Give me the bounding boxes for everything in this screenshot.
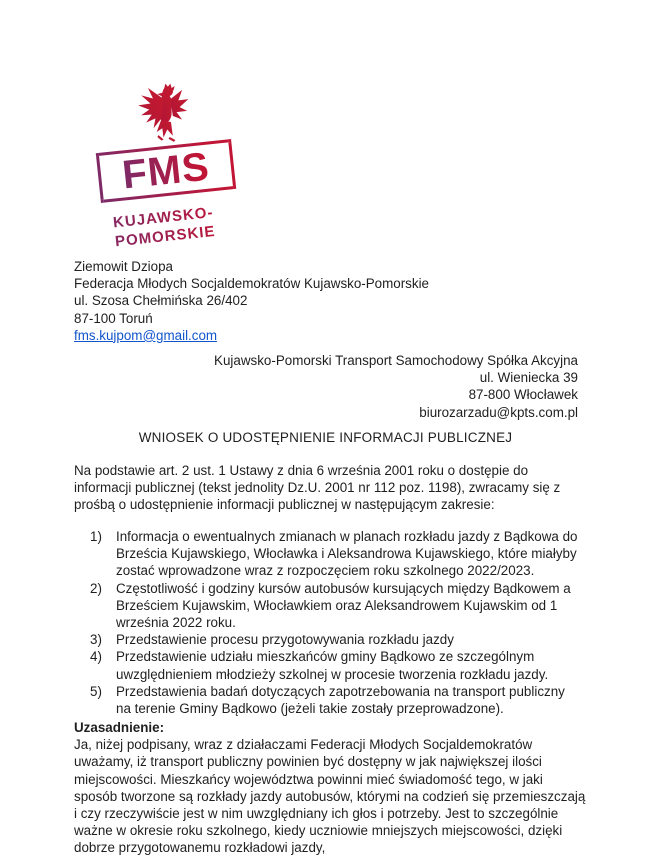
sender-block: [74, 258, 429, 344]
logo-region-line2: POMORSKIE: [114, 222, 217, 251]
heraldic-eagle-icon: [135, 82, 197, 146]
document-title: WNIOSEK O UDOSTĘPNIENIE INFORMACJI PUBLICZNEJ: [138, 430, 513, 445]
list-item-text: Częstotliwość i godziny kursów autobusów kursujących między Bądkowem a Brześciem Kujawskim, Włocławkiem oraz Aleksandrowem Kujawskim od 1 września 2022 roku.: [116, 580, 571, 631]
sender-organization: Federacja Młodych Socjaldemokratów Kujawsko-Pomorskie: [74, 276, 429, 292]
list-item-text: Przedstawienia badań dotyczących zapotrzebowania na transport publiczny na terenie Gminy Bądkowo (jeżeli takie zostały przeprowadzone).: [116, 683, 565, 717]
list-item-text: Informacja o ewentualnych zmianach w planach rozkładu jazdy z Bądkowa do Brześcia Kujawskiego, Włocławka i Aleksandrowa Kujawskiego, które miałyby zostać wprowadzone wraz z rozpoczęciem roku szkolnego 2022/2023.: [116, 529, 578, 579]
list-item-text: Przedstawienie udziału mieszkańców gminy Bądkowo ze szczególnym uwzględnieniem młodzieży szkolnej w procesie tworzenia rozkładu jazdy.: [116, 649, 549, 682]
list-item-number: 2): [90, 580, 102, 596]
list-item: [74, 648, 583, 682]
list-item: [74, 683, 583, 717]
list-item-number: 5): [90, 683, 102, 699]
fms-logo-text: FMS: [120, 144, 212, 198]
recipient-email: biurozarzadu@kpts.com.pl: [419, 404, 578, 420]
recipient-street: ul. Wieniecka 39: [479, 370, 578, 386]
list-item-number: 1): [90, 529, 102, 544]
list-item-number: 3): [90, 632, 102, 648]
justification-section: [74, 719, 588, 857]
sender-city: 87-100 Toruń: [74, 310, 153, 326]
intro-paragraph: Na podstawie art. 2 ust. 1 Ustawy z dnia 6 września 2001 roku o dostępie do informacji publicznej (tekst jednolity Dz.U. 2001 nr 112 poz. 1198), zwracamy się z prośbą o udostępnienie informacji publicznej w następującym zakresie:: [74, 463, 561, 513]
list-item-number: 4): [90, 649, 102, 665]
recipient-company: Kujawsko-Pomorski Transport Samochodowy Spółka Akcyjna: [214, 353, 578, 368]
sender-name: Ziemowit Dziopa: [74, 259, 173, 274]
justification-paragraph: Ja, niżej podpisany, wraz z działaczami Federacji Młodych Socjaldemokratów uważamy, iż transport publiczny powinien być dostępny w jak największej ilości miejscowości. Mieszkańcy województwa powinni mieć świadomość tego, w jaki sposób tworzone są rozkłady jazdy autobusów, którymi na codzień się przemieszczają i czy rzeczywiście jest w nim uwzględniany ich głos i potrzeby. Jest to szczególnie ważne w okresie roku szkolnego, kiedy uczniowie mniejszych miejscowości, dzięki dobrze przygotowanemu rozkładowi jazdy,: [74, 737, 586, 856]
fms-logo-frame: [96, 139, 236, 203]
list-item: [74, 528, 583, 580]
justification-heading: Uzasadnienie:: [74, 720, 165, 735]
logo-region-text: [96, 202, 235, 254]
logo-region-line1: KUJAWSKO-: [112, 204, 215, 232]
sender-street: ul. Szosa Chełmińska 26/402: [74, 293, 248, 309]
recipient-city: 87-800 Włocławek: [468, 387, 578, 403]
list-item-text: Przedstawienie procesu przygotowywania rozkładu jazdy: [116, 632, 454, 648]
fms-logo: [98, 82, 234, 251]
list-item: [74, 631, 583, 648]
recipient-block: [214, 352, 578, 421]
sender-email-link[interactable]: fms.kujpom@gmail.com: [74, 327, 218, 343]
request-list: [74, 528, 583, 717]
list-item: [74, 580, 583, 632]
